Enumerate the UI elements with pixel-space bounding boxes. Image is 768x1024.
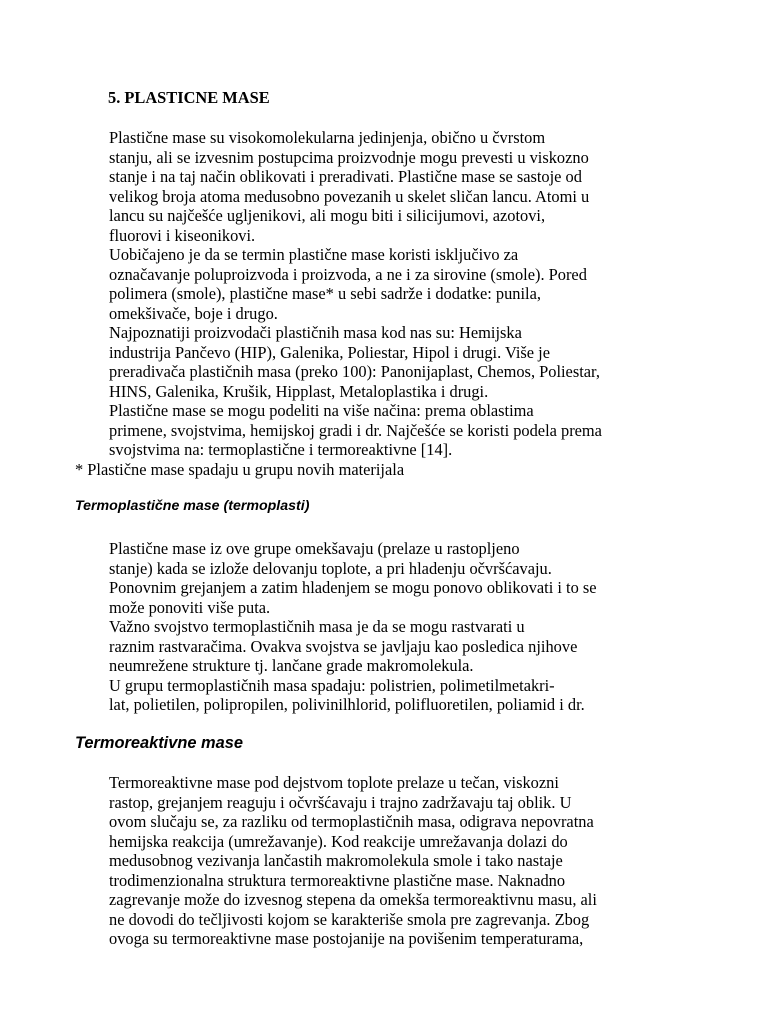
intro-line: primene, svojstvima, hemijskoj gradi i dr. Najčešće se koristi podela prema (109, 421, 602, 440)
section1-line: U grupu termoplastičnih masa spadaju: polistrien, polimetilmetakri- (109, 676, 555, 695)
section2-line: rastop, grejanjem reaguju i očvršćavaju i trajno zadržavaju taj oblik. U (109, 793, 572, 812)
section1-line: Važno svojstvo termoplastičnih masa je da se mogu rastvarati u (109, 617, 525, 636)
section1-line: može ponoviti više puta. (109, 598, 271, 617)
intro-line: Plastične mase su visokomolekularna jedinjenja, obično u čvrstom (109, 128, 546, 147)
section1-line: Plastične mase iz ove grupe omekšavaju (prelaze u rastopljeno (109, 539, 520, 558)
intro-line: preradivača plastičnih masa (preko 100): Panonijaplast, Chemos, Poliestar, (109, 362, 600, 381)
footnote: * Plastične mase spadaju u grupu novih materijala (75, 460, 405, 479)
intro-line: stanje i na taj način oblikovati i preradivati. Plastične mase se sastoje od (109, 167, 582, 186)
intro-line: polimera (smole), plastične mase* u sebi sadrže i dodatke: punila, (109, 284, 541, 303)
intro-line: Najpoznatiji proizvodači plastičnih masa kod nas su: Hemijska (109, 323, 522, 342)
intro-line: stanju, ali se izvesnim postupcima proizvodnje mogu prevesti u viskozno (109, 148, 589, 167)
intro-line: označavanje poluproizvoda i proizvoda, a ne i za sirovine (smole). Pored (109, 265, 587, 284)
section-title: 5. PLASTICNE MASE (108, 88, 270, 107)
section1-line: lat, polietilen, polipropilen, polivinilhlorid, polifluoretilen, poliamid i dr. (109, 695, 585, 714)
subheading-termoplasticne: Termoplastične mase (termoplasti) (75, 498, 310, 514)
intro-line: HINS, Galenika, Krušik, Hipplast, Metaloplastika i drugi. (109, 382, 489, 401)
section2-line: zagrevanje može do izvesnog stepena da omekša termoreaktivnu masu, ali (109, 890, 597, 909)
intro-line: lancu su najčešće ugljenikovi, ali mogu biti i silicijumovi, azotovi, (109, 206, 546, 225)
section2-line: hemijska reakcija (umrežavanje). Kod reakcije umrežavanja dolazi do (109, 832, 568, 851)
intro-line: fluorovi i kiseonikovi. (109, 226, 256, 245)
section2-line: ovoga su termoreaktivne mase postojanije na povišenim temperaturama, (109, 929, 584, 948)
intro-line: industrija Pančevo (HIP), Galenika, Poliestar, Hipol i drugi. Više je (109, 343, 550, 362)
intro-line: omekšivače, boje i drugo. (109, 304, 278, 323)
section2-line: Termoreaktivne mase pod dejstvom toplote prelaze u tečan, viskozni (109, 773, 559, 792)
section2-line: trodimenzionalna struktura termoreaktivne plastične mase. Naknadno (109, 871, 566, 890)
section1-line: neumrežene strukture tj. lančane grade makromolekula. (109, 656, 474, 675)
section2-line: ovom slučaju se, za razliku od termoplastičnih masa, odigrava nepovratna (109, 812, 594, 831)
intro-line: Uobičajeno je da se termin plastične mase koristi isključivo za (109, 245, 519, 264)
section2-line: medusobnog vezivanja lančastih makromolekula smole i tako nastaje (109, 851, 563, 870)
section2-line: ne dovodi do tečljivosti kojom se karakteriše smola pre zagrevanja. Zbog (109, 910, 590, 929)
intro-line: Plastične mase se mogu podeliti na više načina: prema oblastima (109, 401, 534, 420)
intro-line: svojstvima na: termoplastične i termoreaktivne [14]. (109, 440, 453, 459)
section1-line: raznim rastvaračima. Ovakva svojstva se javljaju kao posledica njihove (109, 637, 578, 656)
section1-line: stanje) kada se izlože delovanju toplote, a pri hladenju očvršćavaju. (109, 559, 552, 578)
section1-line: Ponovnim grejanjem a zatim hladenjem se mogu ponovo oblikovati i to se (109, 578, 597, 597)
intro-line: velikog broja atoma medusobno povezanih u skelet sličan lancu. Atomi u (109, 187, 590, 206)
subheading-termoreaktivne: Termoreaktivne mase (75, 734, 243, 752)
